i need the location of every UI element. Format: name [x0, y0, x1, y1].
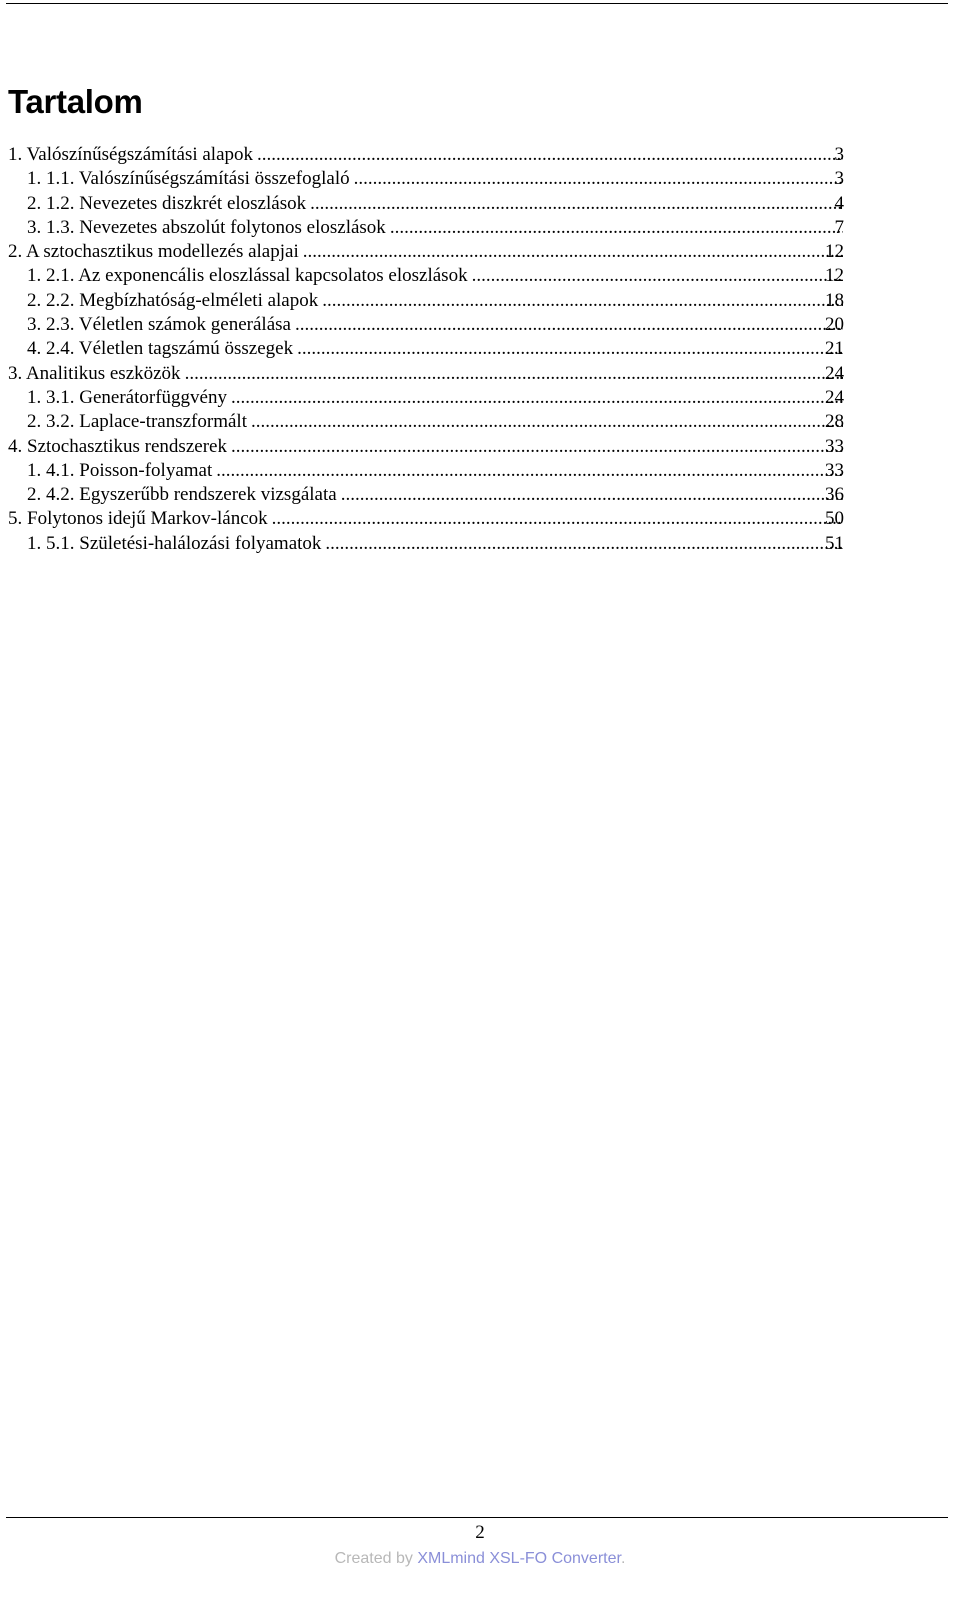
toc-entry-link[interactable] [27, 169, 843, 189]
toc-entry-label: 2. 2.2. Megbízhatóság-elméleti alapok [27, 289, 319, 311]
credit-link[interactable]: XMLmind XSL-FO Converter [417, 1550, 621, 1567]
toc-entry-label: 5. Folytonos idejű Markov-láncok [8, 508, 268, 530]
toc-entry-link[interactable] [8, 242, 843, 262]
toc-row[interactable] [0, 485, 960, 509]
toc-page-number[interactable]: 21 [825, 338, 844, 360]
toc-entry-link[interactable] [27, 218, 843, 238]
toc-row[interactable] [0, 509, 960, 533]
toc-dot-leader [390, 218, 843, 238]
footer-credit [0, 1550, 960, 1568]
toc-dot-leader [310, 194, 843, 214]
toc-entry-link[interactable] [27, 485, 843, 505]
toc-entry-label: 4. 2.4. Véletlen tagszámú összegek [27, 338, 294, 360]
toc-page-number[interactable]: 36 [825, 484, 844, 506]
toc-page-number[interactable]: 20 [825, 314, 844, 336]
toc-page-number[interactable]: 3 [834, 168, 844, 190]
toc-entry-label: 1. 3.1. Generátorfüggvény [27, 386, 227, 408]
credit-prefix: Created by [334, 1550, 418, 1567]
toc-row[interactable] [0, 315, 960, 339]
toc-dot-leader [185, 364, 843, 384]
toc-entry-link[interactable] [8, 437, 843, 457]
footer-rule [6, 1517, 948, 1518]
page-title: Tartalom [8, 83, 143, 120]
toc-row[interactable] [0, 339, 960, 363]
toc-page-number[interactable]: 24 [825, 362, 844, 384]
toc-entry-label: 1. 2.1. Az exponencális eloszlással kapcsolatos eloszlások [27, 265, 468, 287]
toc-page-number[interactable]: 33 [825, 459, 844, 481]
toc-entry-link[interactable] [27, 388, 843, 408]
toc-entry-label: 3. 1.3. Nevezetes abszolút folytonos eloszlások [27, 216, 386, 238]
toc-entry-link[interactable] [27, 291, 843, 311]
toc-row[interactable] [0, 194, 960, 218]
toc-row[interactable] [0, 169, 960, 193]
toc-page-number[interactable]: 50 [825, 508, 844, 530]
toc-dot-leader [303, 242, 843, 262]
toc-page-number[interactable]: 4 [834, 192, 844, 214]
toc-dot-leader [216, 461, 843, 481]
toc-row[interactable] [0, 388, 960, 412]
toc-entry-link[interactable] [27, 461, 843, 481]
toc-dot-leader [325, 534, 843, 554]
toc-entry-link[interactable] [27, 412, 843, 432]
toc-dot-leader [251, 412, 843, 432]
toc-entry-label: 1. 4.1. Poisson-folyamat [27, 459, 213, 481]
toc-entry-label: 2. A sztochasztikus modellezés alapjai [8, 241, 299, 263]
toc-dot-leader [297, 339, 843, 359]
toc-page-number[interactable]: 33 [825, 435, 844, 457]
toc-entry-link[interactable] [27, 534, 843, 554]
toc-dot-leader [272, 509, 843, 529]
toc-page-number[interactable]: 51 [825, 532, 844, 554]
toc-entry-label: 1. 5.1. Születési-halálozási folyamatok [27, 532, 322, 554]
toc-dot-leader [322, 291, 843, 311]
toc-page-number[interactable]: 12 [825, 265, 844, 287]
toc-row[interactable] [0, 534, 960, 558]
toc-page-number[interactable]: 18 [825, 289, 844, 311]
toc-page-number[interactable]: 7 [834, 216, 844, 238]
toc-page-number[interactable]: 28 [825, 411, 844, 433]
toc-row[interactable] [0, 218, 960, 242]
toc-entry-link[interactable] [8, 364, 843, 384]
toc-entry-link[interactable] [27, 339, 843, 359]
toc-entry-label: 1. 1.1. Valószínűségszámítási összefoglaló [27, 168, 350, 190]
credit-suffix: . [620, 1550, 626, 1567]
toc-entry-label: 2. 4.2. Egyszerűbb rendszerek vizsgálata [27, 484, 337, 506]
toc-row[interactable] [0, 291, 960, 315]
toc-row[interactable] [0, 266, 960, 290]
toc-entry-link[interactable] [27, 266, 843, 286]
toc-entry-link[interactable] [27, 315, 843, 335]
toc-dot-leader [472, 266, 843, 286]
toc-entry-label: 2. 1.2. Nevezetes diszkrét eloszlások [27, 192, 307, 214]
toc-dot-leader [231, 437, 843, 457]
toc-dot-leader [341, 485, 843, 505]
toc-row[interactable] [0, 242, 960, 266]
toc-entry-label: 3. 2.3. Véletlen számok generálása [27, 314, 291, 336]
header-rule [6, 3, 948, 4]
toc-row[interactable] [0, 461, 960, 485]
toc-dot-leader [354, 169, 843, 189]
toc-page-number[interactable]: 3 [834, 144, 844, 165]
table-of-contents [0, 145, 960, 558]
toc-dot-leader [257, 145, 843, 165]
toc-page-number[interactable]: 12 [825, 241, 844, 263]
toc-row[interactable] [0, 145, 960, 169]
toc-entry-label: 3. Analitikus eszközök [8, 362, 181, 384]
toc-row[interactable] [0, 437, 960, 461]
toc-entry-link[interactable] [8, 145, 843, 165]
toc-entry-label: 4. Sztochasztikus rendszerek [8, 435, 227, 457]
page-number: 2 [475, 1522, 485, 1543]
toc-entry-label: 2. 3.2. Laplace-transzformált [27, 411, 247, 433]
toc-page-number[interactable]: 24 [825, 386, 844, 408]
toc-dot-leader [231, 388, 843, 408]
toc-entry-label: 1. Valószínűségszámítási alapok [8, 144, 254, 165]
toc-row[interactable] [0, 412, 960, 436]
toc-entry-link[interactable] [8, 509, 843, 529]
toc-row[interactable] [0, 364, 960, 388]
toc-dot-leader [295, 315, 843, 335]
toc-entry-link[interactable] [27, 194, 843, 214]
